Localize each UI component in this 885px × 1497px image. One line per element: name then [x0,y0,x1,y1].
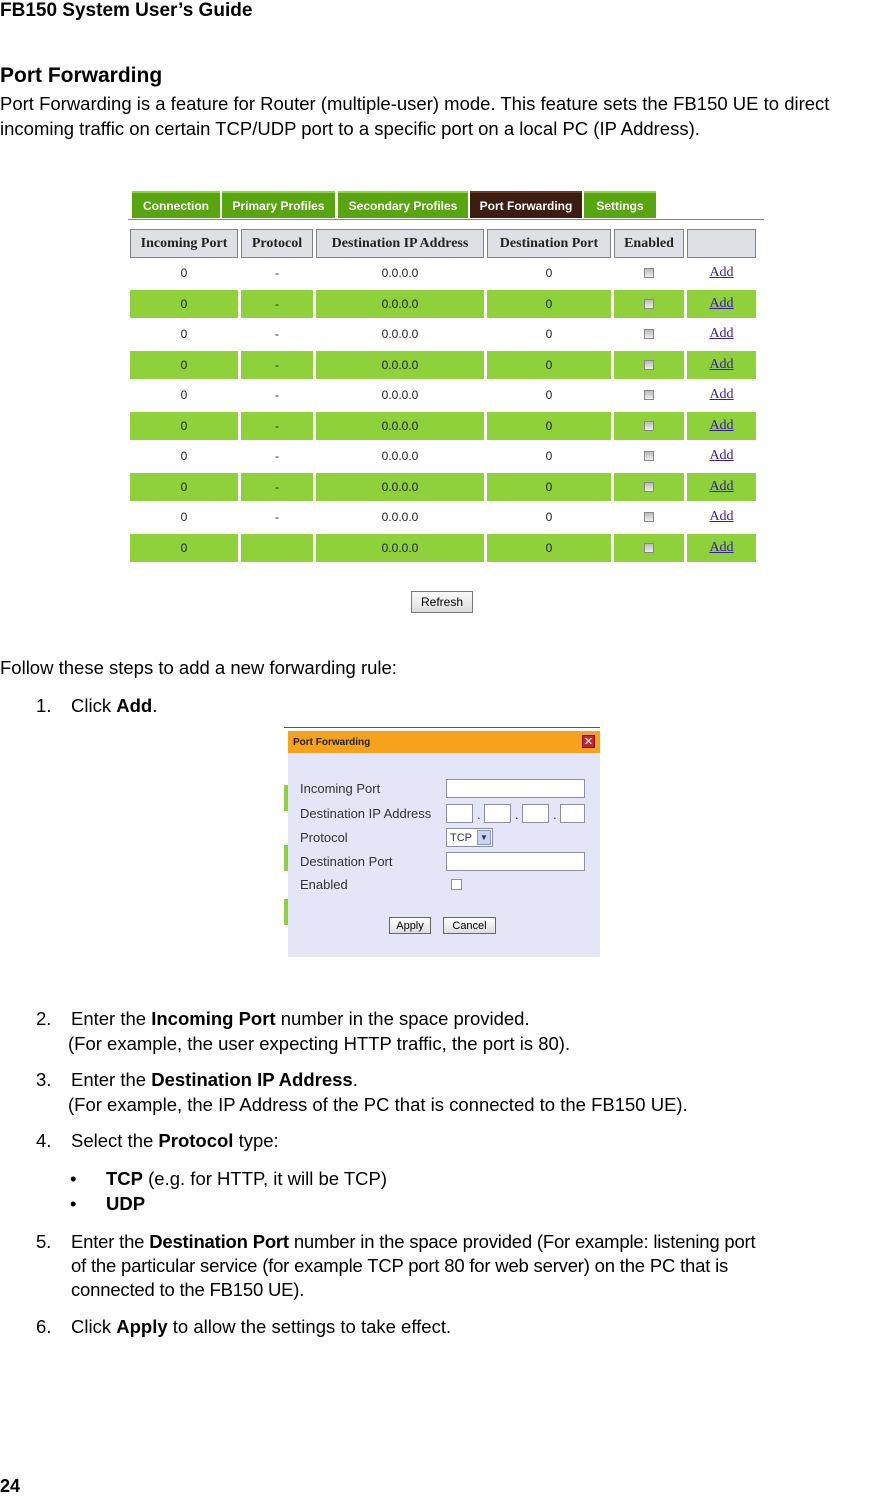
incoming-port-cell: 0 [180,327,188,341]
enabled-checkbox[interactable] [644,268,654,278]
table-row [128,534,764,562]
enabled-cell [614,442,684,470]
destination-ip-label: Destination IP Address [300,806,432,821]
tab-primary-profiles[interactable]: Primary Profiles [222,191,335,218]
add-cell [687,442,756,470]
enabled-cell [614,259,684,287]
add-rule-dialog-figure [284,727,600,957]
table-row [128,259,764,287]
enabled-checkbox[interactable] [644,421,654,431]
enabled-checkbox[interactable] [644,329,654,339]
tab-connection[interactable]: Connection [132,191,220,218]
incoming-port-cell: 0 [180,266,188,280]
destination-port-cell: 0 [545,510,553,524]
dialog-title: Port Forwarding [288,731,600,753]
table-row [128,381,764,409]
column-header-destination-port: Destination Port [487,229,611,258]
enabled-cell [614,290,684,318]
chevron-down-icon[interactable]: ▼ [477,830,491,845]
add-link[interactable]: Add [709,387,734,402]
destination-ip-cell: 0.0.0.0 [316,534,484,562]
destination-ip-cell: 0.0.0.0 [316,412,484,440]
destination-port-cell: 0 [545,327,553,341]
bullet-udp: • UDP [70,1193,146,1214]
protocol-cell: - [275,388,279,402]
enabled-cell [614,534,684,562]
close-icon[interactable]: ✕ [583,736,594,748]
add-link[interactable]: Add [709,509,734,524]
section-intro: Port Forwarding is a feature for Router (multiple-user) mode. This feature sets the FB150 UE to direct incoming traffic on certain TCP/UDP port to a specific port on a local PC (IP Address). [0,93,830,139]
step-2: 2. Enter the Incoming Port number in the space provided. (For example, the user expecting HTTP traffic, the port is 80). [36,1008,571,1054]
incoming-port-input[interactable] [446,779,585,798]
add-link[interactable]: Add [709,295,734,311]
enabled-checkbox[interactable] [644,482,654,492]
enabled-label: Enabled [300,877,348,892]
incoming-port-label: Incoming Port [300,781,381,796]
step-3: 3. Enter the Destination IP Address. (For example, the IP Address of the PC that is connected to the FB150 UE). [36,1069,688,1115]
add-cell [687,473,756,501]
add-cell [687,259,756,287]
incoming-port-cell: 0 [180,388,188,402]
add-link[interactable]: Add [709,539,734,555]
protocol-cell: - [241,473,313,501]
incoming-port-cell: 0 [130,534,238,562]
ip-octet-4-input[interactable] [560,804,585,823]
step-5: 5. Enter the Destination Port number in the space provided (For example: listening port of the particular service (for example TCP port 80 for web server) on the PC that is connected to the FB150 UE). [36,1231,756,1300]
enabled-checkbox[interactable] [644,390,654,400]
incoming-port-cell: 0 [130,473,238,501]
add-link[interactable]: Add [709,448,734,463]
protocol-cell [241,534,313,562]
tab-port-forwarding[interactable]: Port Forwarding [470,191,582,218]
enabled-checkbox[interactable] [644,360,654,370]
add-cell [687,290,756,318]
incoming-port-cell: 0 [180,510,188,524]
incoming-port-cell: 0 [130,412,238,440]
table-row [128,351,764,379]
add-cell [687,534,756,562]
destination-port-cell: 0 [487,473,611,501]
ip-octet-1-input[interactable] [446,804,473,823]
destination-port-cell: 0 [545,266,553,280]
protocol-cell: - [275,449,279,463]
table-row [128,320,764,348]
destination-ip-cell: 0.0.0.0 [381,388,419,402]
ip-octet-2-input[interactable] [484,804,511,823]
enabled-cell [614,381,684,409]
column-header-incoming-port: Incoming Port [130,229,238,258]
cancel-button[interactable]: Cancel [443,917,496,934]
protocol-cell: - [241,290,313,318]
destination-port-cell: 0 [487,290,611,318]
enabled-cell [614,473,684,501]
protocol-cell: - [241,351,313,379]
add-cell [687,351,756,379]
add-cell [687,412,756,440]
bullet-tcp: • TCP (e.g. for HTTP, it will be TCP) [70,1168,387,1189]
destination-ip-cell: 0.0.0.0 [381,327,419,341]
enabled-checkbox[interactable] [451,879,462,890]
tab-settings[interactable]: Settings [584,191,656,218]
column-header-destination-ip: Destination IP Address [316,229,484,258]
enabled-cell [614,503,684,531]
incoming-port-cell: 0 [130,290,238,318]
destination-ip-cell: 0.0.0.0 [316,351,484,379]
destination-ip-cell: 0.0.0.0 [316,473,484,501]
destination-port-cell: 0 [487,534,611,562]
enabled-checkbox[interactable] [644,451,654,461]
destination-ip-cell: 0.0.0.0 [381,266,419,280]
destination-ip-cell: 0.0.0.0 [381,510,419,524]
step-6: 6. Click Apply to allow the settings to take effect. [36,1316,452,1337]
table-row [128,473,764,501]
destination-ip-cell: 0.0.0.0 [316,290,484,318]
step-4: 4. Select the Protocol type: [36,1130,279,1151]
table-row [128,503,764,531]
column-header-enabled: Enabled [614,229,684,258]
table-row [128,412,764,440]
add-cell [687,381,756,409]
destination-port-label: Destination Port [300,854,393,869]
protocol-cell: - [275,510,279,524]
section-title: Port Forwarding [0,64,163,87]
destination-port-cell: 0 [487,351,611,379]
protocol-cell: - [275,266,279,280]
protocol-select[interactable]: TCP ▼ [446,828,493,847]
destination-port-cell: 0 [545,388,553,402]
column-header-action [687,229,756,258]
protocol-cell: - [241,412,313,440]
incoming-port-cell: 0 [180,449,188,463]
steps-intro: Follow these steps to add a new forwarding rule: [0,657,397,678]
add-link[interactable]: Add [709,265,734,280]
enabled-cell [614,320,684,348]
destination-port-cell: 0 [487,412,611,440]
protocol-cell: - [275,327,279,341]
add-link[interactable]: Add [709,326,734,341]
add-cell [687,320,756,348]
enabled-cell [614,351,684,379]
enabled-cell [614,412,684,440]
add-link[interactable]: Add [709,478,734,494]
add-link[interactable]: Add [709,417,734,433]
tab-bar [128,189,764,220]
incoming-port-cell: 0 [130,351,238,379]
page-number: 24 [0,1476,21,1496]
document-header: FB150 System User’s Guide [0,0,253,21]
apply-button[interactable]: Apply [389,917,431,934]
destination-port-cell: 0 [545,449,553,463]
step-1: 1. Click Add. [36,695,158,716]
table-row [128,442,764,470]
enabled-checkbox[interactable] [644,512,654,522]
enabled-checkbox[interactable] [644,299,654,309]
port-forwarding-table-figure [128,189,764,614]
ip-octet-3-input[interactable] [522,804,549,823]
refresh-button[interactable]: Refresh [411,591,473,613]
column-header-protocol: Protocol [241,229,313,258]
destination-ip-cell: 0.0.0.0 [381,449,419,463]
destination-port-input[interactable] [446,852,585,871]
add-cell [687,503,756,531]
tab-secondary-profiles[interactable]: Secondary Profiles [338,191,468,218]
table-row [128,290,764,318]
enabled-checkbox[interactable] [644,543,654,553]
protocol-label: Protocol [300,830,348,845]
add-link[interactable]: Add [709,356,734,372]
port-forwarding-dialog: Port Forwarding ✕ Incoming Port Destination IP Address . . . Protocol TCP ▼ Destination Port Enabled Apply Cancel [288,731,600,957]
